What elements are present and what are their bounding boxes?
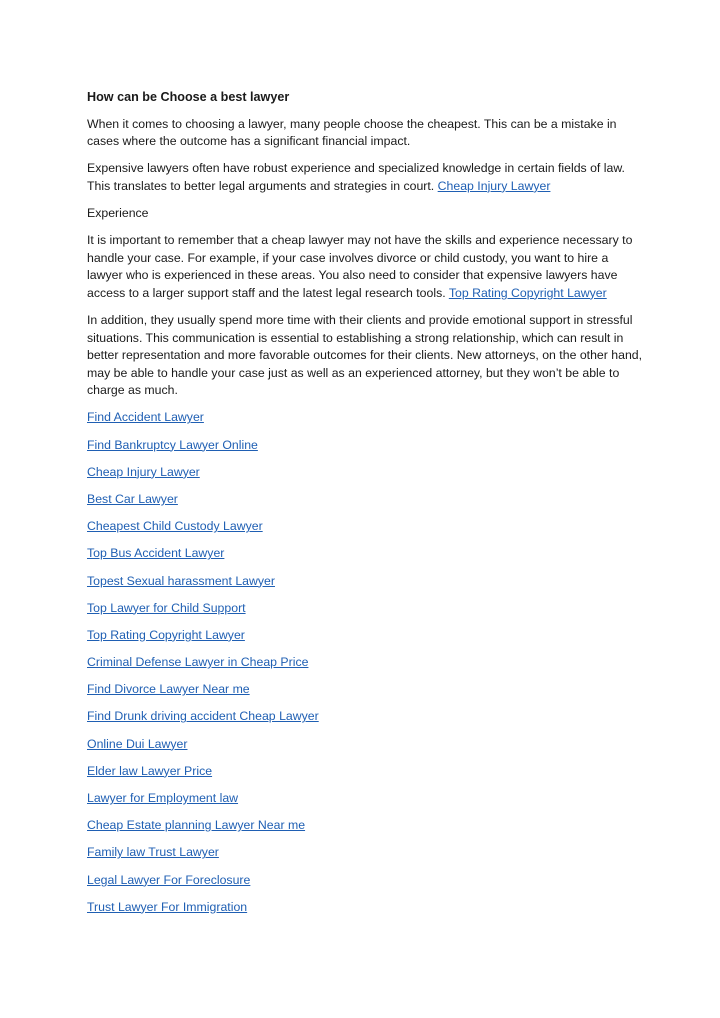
link-criminal-defense-lawyer[interactable]: Criminal Defense Lawyer in Cheap Price [87,655,309,670]
link-list-item [87,437,647,455]
paragraph-expensive-text: Expensive lawyers often have robust experience and specialized knowledge in certain fields of law. This translates to better legal arguments and strategies in court. [87,161,625,193]
paragraph-experience-text: It is important to remember that a cheap lawyer may not have the skills and experience necessary to handle your case. For example, if your case involves divorce or child custody, you want to hire a lawyer who is experienced in these areas. You also need to consider that expensive lawyers have access to a larger support staff and the latest legal research tools. [87,233,633,300]
link-find-accident-lawyer[interactable]: Find Accident Lawyer [87,410,204,425]
link-list-item [87,464,647,482]
paragraph-expensive [87,160,647,195]
link-cheapest-child-custody-lawyer[interactable]: Cheapest Child Custody Lawyer [87,519,263,534]
link-top-rating-copyright-lawyer[interactable]: Top Rating Copyright Lawyer [87,627,245,642]
link-list-item [87,790,647,808]
link-best-car-lawyer[interactable]: Best Car Lawyer [87,491,178,506]
link-find-divorce-lawyer[interactable]: Find Divorce Lawyer Near me [87,682,250,697]
link-list-item [87,763,647,781]
link-list-item [87,736,647,754]
link-find-drunk-driving-lawyer[interactable]: Find Drunk driving accident Cheap Lawyer [87,709,319,724]
link-list-item [87,545,647,563]
link-list-item [87,817,647,835]
link-list-item [87,872,647,890]
link-list-item [87,491,647,509]
paragraph-experience [87,232,647,302]
link-list-item [87,573,647,591]
link-legal-lawyer-foreclosure[interactable]: Legal Lawyer For Foreclosure [87,872,251,887]
link-cheap-estate-planning-lawyer[interactable]: Cheap Estate planning Lawyer Near me [87,818,306,833]
link-list-item [87,844,647,862]
link-list-item [87,600,647,618]
link-lawyer-employment-law[interactable]: Lawyer for Employment law [87,791,239,806]
link-elder-law-lawyer-price[interactable]: Elder law Lawyer Price [87,763,213,778]
link-family-law-trust-lawyer[interactable]: Family law Trust Lawyer [87,845,219,860]
link-list [87,409,647,916]
link-list-item [87,409,647,427]
paragraph-intro: When it comes to choosing a lawyer, many people choose the cheapest. This can be a mistake in cases where the outcome has a significant financial impact. [87,116,617,149]
paragraph-addition: In addition, they usually spend more time with their clients and provide emotional support in stressful situations. This communication is essential to establishing a strong relationship, which can result in better representation and more favorable outcomes for their clients. New attorneys, on the other hand, may be able to handle your case just as well as an experienced attorney, but they won’t be able to charge as much. [87,312,643,398]
link-top-lawyer-child-support[interactable]: Top Lawyer for Child Support [87,600,246,615]
link-list-item [87,708,647,726]
page-title: How can be Choose a best lawyer [87,90,290,104]
link-list-item [87,899,647,917]
link-list-item [87,654,647,672]
link-top-bus-accident-lawyer[interactable]: Top Bus Accident Lawyer [87,546,225,561]
document-page [87,89,647,926]
link-list-item [87,627,647,645]
link-list-item [87,518,647,536]
link-copyright-lawyer-inline[interactable]: Top Rating Copyright Lawyer [448,285,607,300]
link-cheap-injury-lawyer-inline[interactable]: Cheap Injury Lawyer [437,178,551,193]
link-online-dui-lawyer[interactable]: Online Dui Lawyer [87,736,188,751]
link-cheap-injury-lawyer[interactable]: Cheap Injury Lawyer [87,464,200,479]
link-topest-sexual-harassment-lawyer[interactable]: Topest Sexual harassment Lawyer [87,573,275,588]
link-find-bankruptcy-lawyer-online[interactable]: Find Bankruptcy Lawyer Online [87,437,258,452]
section-heading-experience: Experience [87,205,149,220]
link-trust-lawyer-immigration[interactable]: Trust Lawyer For Immigration [87,899,248,914]
link-list-item [87,681,647,699]
